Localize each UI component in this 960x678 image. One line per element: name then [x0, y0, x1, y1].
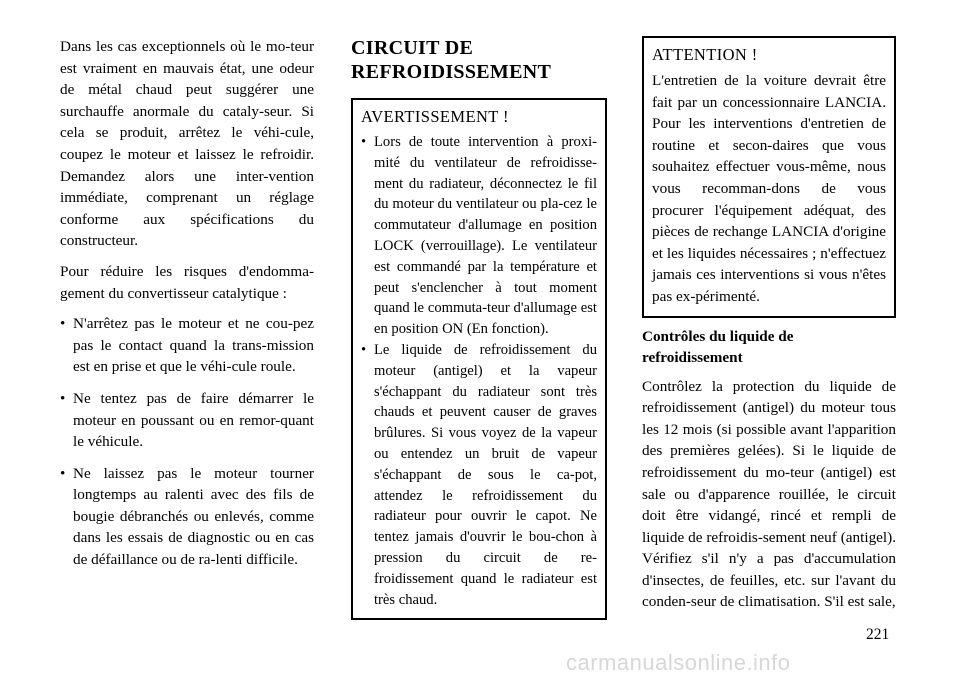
list-item: • Ne tentez pas de faire démarrer le moteur en poussant ou en remor-quant le véhicule. [60, 388, 314, 453]
section-title: CIRCUIT DE REFROIDISSEMENT [351, 37, 552, 83]
list-item: • Ne laissez pas le moteur tourner longtemps au ralenti avec des fils de bougie débranchés ou enlevés, comme dans les essais de diagnostic ou en cas de défaillance ou de ra-lenti difficile. [60, 463, 314, 571]
catalyst-damage-intro: Pour réduire les risques d'endomma-gement du convertisseur catalytique : [60, 262, 314, 302]
list-item: • Le liquide de refroidissement du moteur (antigel) et la vapeur s'échappant du radiateur sont très chauds et peuvent causer de graves brûlures. Si vous voyez de la vapeur ou entendez un bruit de vapeur s'échappant de sous le ca-pot, attendez le refroidissement du radiateur pour ouvrir le capot. Ne tentez jamais d'ouvrir le bou-chon à pression du circuit de re-froidissement quand le radiateur est très chaud. [361, 340, 597, 610]
warning-list [361, 132, 597, 610]
watermark: carmanualsonline.info [566, 650, 791, 675]
warning-box [351, 98, 607, 620]
right-column [642, 36, 896, 613]
warning-title: AVERTISSEMENT ! [361, 107, 509, 126]
attention-box [642, 36, 896, 318]
page-number: 221 [866, 626, 890, 643]
attention-title: ATTENTION ! [652, 45, 758, 64]
left-column [60, 36, 314, 581]
middle-column [351, 36, 607, 620]
attention-text: L'entretien de la voiture devrait être fait par un concessionnaire LANCIA. Pour les interventions d'entretien de routine et secon-daires que vous souhaitez effectuer vous-même, nous vous recomman-dons de vous procurer l'équipement adéquat, des pièces de rechange LANCIA d'origine et les liquides nécessaires ; n'effectuez jamais ces interventions si vous n'êtes pas ex-périmenté. [652, 72, 886, 305]
coolant-checks-heading: Contrôles du liquide de refroidissement [642, 327, 794, 366]
catalyst-overheat-paragraph: Dans les cas exceptionnels où le mo-teur est vraiment en mauvais état, une odeur de métal chaud peut suggérer une surchauffe anormale du cataly-seur. Si cela se produit, arrêtez le véhi-cule, coupez le moteur et laissez le refroidir. Demandez alors une inter-vention immédiate, comprenant un réglage conforme aux spécifications du constructeur. [60, 38, 314, 250]
list-item: • N'arrêtez pas le moteur et ne cou-pez pas le contact quand la trans-mission est en prise et que le véhi-cule roule. [60, 313, 314, 378]
list-item: • Lors de toute intervention à proxi-mité du ventilateur de refroidisse-ment du radiateur, déconnectez le fil du moteur du ventilateur ou pla-cez le commutateur d'allumage en position LOCK (verrouillage). Le ventilateur est commandé par la température et peut s'enclencher à tout moment quand le commuta-teur d'allumage est en position ON (En fonction). [361, 132, 597, 340]
catalyst-precautions-list [60, 313, 314, 571]
coolant-checks-paragraph: Contrôlez la protection du liquide de refroidissement (antigel) du moteur tous les 12 mois (si possible avant l'apparition des premières gelées). Si le liquide de refroidissement du mo-teur (antigel) est sale ou d'apparence rouillée, le circuit doit être vidangé, rincé et rempli de liquide de refroidis-sement neuf (antigel). Vérifiez s'il n'y a pas d'accumulation d'insectes, de feuilles, etc. sur l'avant du conden-seur de climatisation. S'il est sale, [642, 377, 896, 611]
